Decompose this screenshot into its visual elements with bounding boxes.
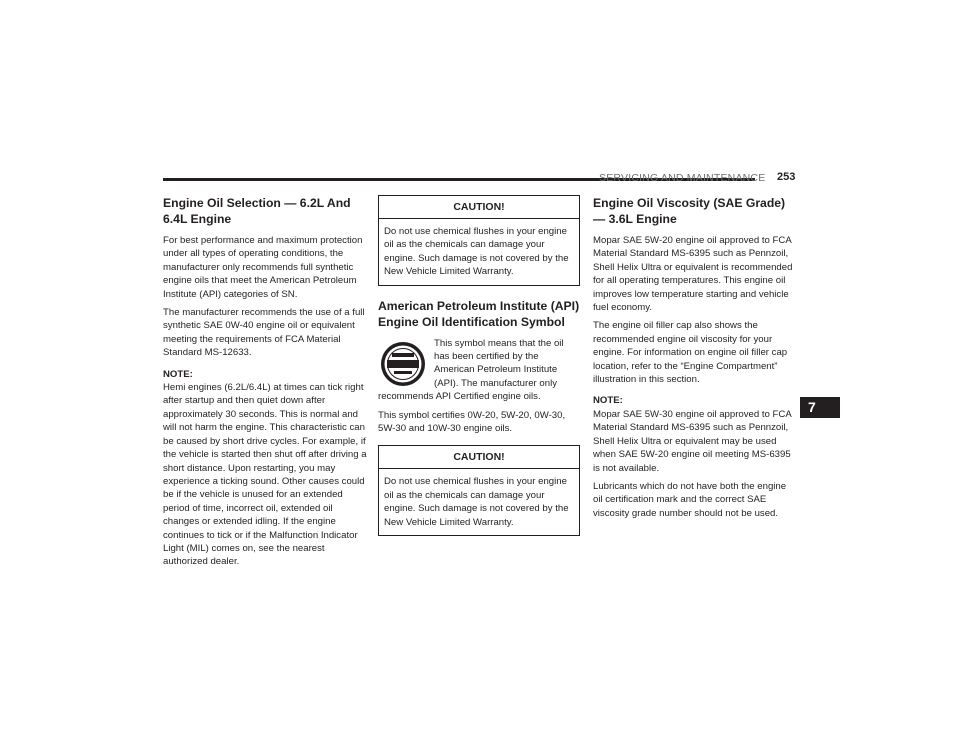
note-label: NOTE: xyxy=(163,368,193,380)
caution-box xyxy=(378,195,580,286)
caution-title-second: CAUTION! xyxy=(379,446,579,469)
note-hemi-tick: Hemi engines (6.2L/6.4L) at times can tick right after startup and then quiet down after approximately 30 seconds. This is normal and will not harm the engine. This characteristic can be caused by short drive cycles. For example, if the vehicle is started then shut off after driving a short distance. Upon restarting, you may experience a ticking sound. Other causes could be if the vehicle is unused for an extended period of time, incorrect oil, extended oil changes or extended idling. If the engine continues to tick or if the Malfunction Indicator Light (MIL) comes on, see the nearest authorized dealer. xyxy=(163,382,367,568)
caution-body: Do not use chemical flushes in your engine oil as the chemicals can damage your engine. Such damage is not covered by the New Vehicle Limited Warranty. xyxy=(384,226,569,278)
column-left xyxy=(163,195,368,574)
paragraph-synthetic-recommendation: The manufacturer recommends the use of a full synthetic SAE 0W-40 engine oil or equivalent meeting the requirements of FCA Material Standard MS-12633. xyxy=(163,307,365,359)
heading-api-symbol: American Petroleum Institute (API) Engine Oil Identification Symbol xyxy=(378,298,580,329)
paragraph-best-performance: For best performance and maximum protection under all types of operating conditions, the manufacturer only recommends full synthetic engine oils that meet the American Petroleum Institute (API) categories of SN. xyxy=(163,235,363,300)
chapter-tab xyxy=(800,397,840,418)
paragraph-mopar-5w20: Mopar SAE 5W-20 engine oil approved to FCA Material Standard MS-6395 such as Pennzoil, Shell Helix Ultra or equivalent is recommended for all operating temperatures. This engine oil improves low temperature starting and vehicle fuel economy. xyxy=(593,235,793,314)
heading-oil-viscosity-36: Engine Oil Viscosity (SAE Grade) — 3.6L Engine xyxy=(593,196,786,226)
heading-oil-selection-62-64: Engine Oil Selection — 6.2L And 6.4L Engine xyxy=(163,196,351,226)
note-label-right: NOTE: xyxy=(593,395,623,407)
page-number: 253 xyxy=(777,171,796,183)
chapter-tab-number: 7 xyxy=(808,399,816,415)
paragraph-api-certified: This symbol means that the oil has been certified by the American Petroleum Institute (API). The manufacturer only recommends API Certified engine oils. xyxy=(378,337,564,403)
column-middle xyxy=(378,195,580,536)
note-mopar-5w30: Mopar SAE 5W-30 engine oil approved to FCA Material Standard MS-6395 such as Pennzoil, Shell Helix Ultra or equivalent may be used when SAE 5W-20 engine oil meeting MS-6395 is not available. xyxy=(593,408,792,474)
caution-body-second: Do not use chemical flushes in your engine oil as the chemicals can damage your engine. Such damage is not covered by the New Vehicle Limited Warranty. xyxy=(384,476,569,528)
column-right xyxy=(593,195,798,525)
paragraph-lubricants-warning: Lubricants which do not have both the engine oil certification mark and the correct SAE viscosity grade number should not be used. xyxy=(593,480,787,519)
api-starburst-symbol-icon xyxy=(380,341,426,387)
caution-title: CAUTION! xyxy=(379,196,579,219)
caution-box-second xyxy=(378,445,580,536)
paragraph-filler-cap: The engine oil filler cap also shows the recommended engine oil viscosity for your engine. For information on engine oil filler cap location, refer to the “Engine Compartment” illustration in this section. xyxy=(593,320,788,386)
api-symbol-section xyxy=(378,337,580,409)
paragraph-symbol-certifies: This symbol certifies 0W-20, 5W-20, 0W-30, 5W-30 and 10W-30 engine oils. xyxy=(378,409,566,435)
header-section-title: SERVICING AND MAINTENANCE xyxy=(599,172,766,184)
